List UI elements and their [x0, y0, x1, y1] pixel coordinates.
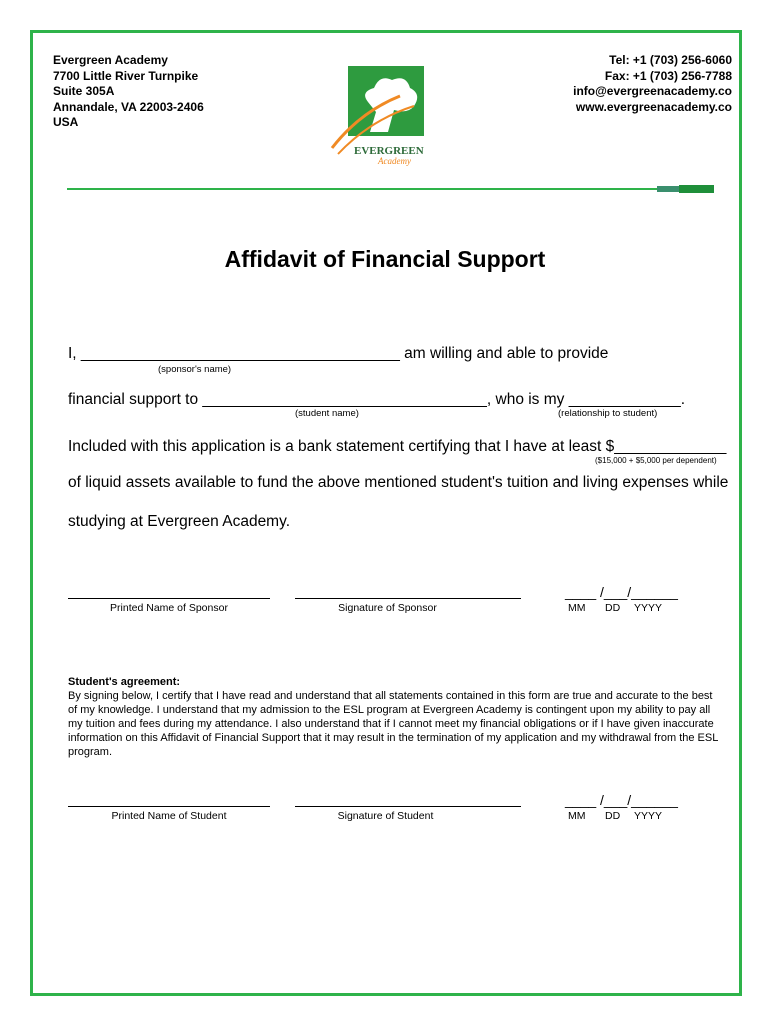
sponsor-date-mm: MM: [568, 602, 586, 614]
sponsor-line[interactable]: I, _____________________________________ am willing and able to provide: [68, 345, 609, 362]
studying-line: studying at Evergreen Academy.: [68, 513, 291, 530]
logo-word2: Academy: [378, 156, 411, 166]
student-signature-line[interactable]: [295, 806, 521, 807]
bank-statement-line[interactable]: Included with this application is a bank statement certifying that I have at least $_____________: [68, 438, 727, 455]
student-printed-name-label: Printed Name of Student: [111, 810, 227, 822]
sender-suite: Suite 305A: [53, 84, 115, 98]
agreement-body: By signing below, I certify that I have read and understand that all statements contained in this form are true and accurate to the best of my knowledge. I understand that my admission to the ESL program at Evergreen Academy is contingent upon my ability to pay all my tuition and fees during my attendance. I also understand that if I cannot meet my financial obligations or if I have given inaccurate information on this Affidavit of Financial Support that it may result in the termination of my application and my withdrawal from the ESL program.: [68, 690, 718, 758]
contact-web: www.evergreenacademy.co: [575, 99, 732, 114]
student-date-field[interactable]: ____ /___/______: [565, 792, 678, 808]
liquid-assets-line: of liquid assets available to fund the above mentioned student's tuition and living expenses while: [68, 474, 729, 491]
contact-info: [573, 53, 732, 115]
sponsor-signature-label: Signature of Sponsor: [338, 602, 437, 614]
student-name-label: (student name): [295, 408, 359, 419]
sender-name: Evergreen Academy: [53, 53, 168, 67]
sponsor-printed-name-label: Printed Name of Sponsor: [110, 602, 228, 614]
relationship-label: (relationship to student): [558, 408, 658, 419]
evergreen-logo: [330, 62, 430, 166]
header-divider-accent-dark: [679, 185, 714, 193]
sponsor-date-yyyy: YYYY: [634, 602, 663, 614]
contact-fax: Fax: +1 (703) 256-7788: [604, 68, 732, 83]
header-divider: [67, 188, 659, 190]
sponsor-printed-name-line[interactable]: [68, 598, 270, 599]
page-title: Affidavit of Financial Support: [224, 246, 546, 272]
contact-email: info@evergreenacademy.co: [573, 84, 732, 98]
student-printed-name-line[interactable]: [68, 806, 270, 807]
contact-tel: Tel: +1 (703) 256-6060: [609, 53, 732, 67]
amount-label: ($15,000 + $5,000 per dependent): [595, 456, 717, 465]
sponsor-date-field[interactable]: ____ /___/______: [565, 584, 678, 600]
sender-city: Annandale, VA 22003-2406: [53, 99, 204, 114]
student-date-mm: MM: [568, 810, 586, 822]
student-signature-label: Signature of Student: [337, 810, 434, 822]
student-date-yyyy: YYYY: [634, 810, 663, 822]
student-date-dd: DD: [605, 810, 621, 822]
logo-word1: EVERGREEN: [354, 145, 424, 157]
sponsor-name-label: (sponsor's name): [158, 364, 232, 375]
sender-street: 7700 Little River Turnpike: [53, 68, 199, 83]
header-divider-accent: [657, 186, 679, 192]
sponsor-date-dd: DD: [605, 602, 621, 614]
sender-address: [53, 53, 204, 131]
agreement-heading: Student's agreement:: [68, 676, 181, 688]
student-line[interactable]: financial support to _________________________________, who is my _____________.: [68, 391, 686, 408]
sponsor-signature-line[interactable]: [295, 598, 521, 599]
sender-country: USA: [53, 115, 79, 129]
